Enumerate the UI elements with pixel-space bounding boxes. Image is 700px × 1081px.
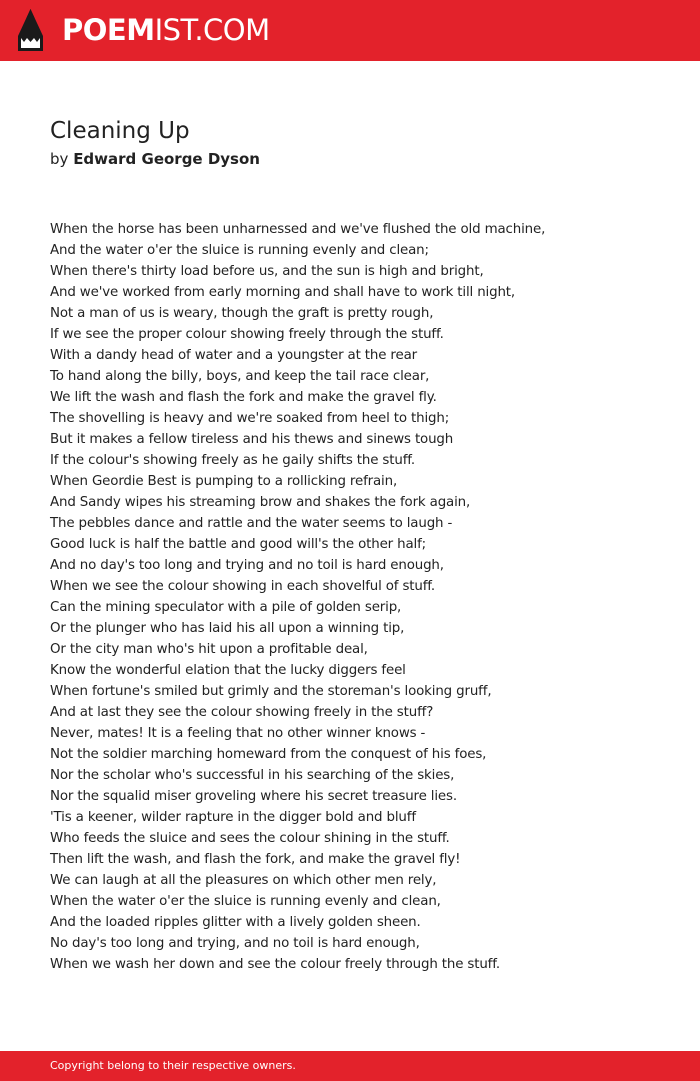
pencil-tip-icon[interactable]	[18, 9, 43, 51]
poem-line: And we've worked from early morning and shall have to work till night,	[50, 285, 515, 300]
poem-line: With a dandy head of water and a youngster at the rear	[50, 348, 417, 363]
poem-line: And no day's too long and trying and no toil is hard enough,	[50, 558, 444, 573]
poem-line: And at last they see the colour showing freely in the stuff?	[50, 705, 434, 720]
poem-line: We can laugh at all the pleasures on which other men rely,	[50, 873, 437, 888]
byline-prefix: by	[50, 150, 69, 168]
poem-line: If we see the proper colour showing freely through the stuff.	[50, 327, 444, 342]
poem-line: Know the wonderful elation that the lucky diggers feel	[50, 663, 406, 678]
site-footer	[0, 1051, 700, 1081]
byline	[50, 149, 260, 169]
poem-line: When we see the colour showing in each shovelful of stuff.	[50, 579, 436, 594]
poem-line: The pebbles dance and rattle and the water seems to laugh -	[50, 516, 453, 531]
poem-line: When Geordie Best is pumping to a rollicking refrain,	[50, 474, 398, 489]
poem-line: When there's thirty load before us, and the sun is high and bright,	[50, 264, 484, 279]
poem-line: And the water o'er the sluice is running evenly and clean;	[50, 243, 429, 258]
poem-line: When the water o'er the sluice is running evenly and clean,	[50, 894, 441, 909]
logo-strong-text: POEM	[62, 13, 155, 47]
poem-line: Can the mining speculator with a pile of golden serip,	[50, 600, 402, 615]
poem-line: To hand along the billy, boys, and keep the tail race clear,	[50, 369, 430, 384]
logo-light-text: IST.COM	[154, 13, 270, 47]
poem-title: Cleaning Up	[50, 118, 190, 144]
poem-body	[50, 219, 670, 975]
poem-line: We lift the wash and flash the fork and make the gravel fly.	[50, 390, 437, 405]
poem-line: When we wash her down and see the colour freely through the stuff.	[50, 957, 500, 972]
poem-line: If the colour's showing freely as he gaily shifts the stuff.	[50, 453, 415, 468]
poem-line: Not a man of us is weary, though the graft is pretty rough,	[50, 306, 434, 321]
poem-line: 'Tis a keener, wilder rapture in the digger bold and bluff	[50, 810, 416, 825]
poem-line: But it makes a fellow tireless and his thews and sinews tough	[50, 432, 454, 447]
copyright-text: Copyright belong to their respective owners.	[50, 1059, 296, 1072]
poem-line: Not the soldier marching homeward from the conquest of his foes,	[50, 747, 487, 762]
poem-line: When fortune's smiled but grimly and the storeman's looking gruff,	[50, 684, 492, 699]
poem-line: Who feeds the sluice and sees the colour shining in the stuff.	[50, 831, 450, 846]
site-logo[interactable]	[62, 12, 270, 48]
poem-line: Nor the scholar who's successful in his searching of the skies,	[50, 768, 455, 783]
poem-line: Or the city man who's hit upon a profitable deal,	[50, 642, 368, 657]
poem-line: And the loaded ripples glitter with a lively golden sheen.	[50, 915, 421, 930]
poem-line: The shovelling is heavy and we're soaked from heel to thigh;	[50, 411, 450, 426]
author-name: Edward George Dyson	[73, 150, 260, 168]
poem-line: Or the plunger who has laid his all upon a winning tip,	[50, 621, 405, 636]
poem-line: No day's too long and trying, and no toil is hard enough,	[50, 936, 420, 951]
poem-line: Nor the squalid miser groveling where his secret treasure lies.	[50, 789, 457, 804]
poem-line: And Sandy wipes his streaming brow and shakes the fork again,	[50, 495, 471, 510]
poem-line: When the horse has been unharnessed and we've flushed the old machine,	[50, 222, 546, 237]
poem-line: Good luck is half the battle and good will's the other half;	[50, 537, 427, 552]
poem-line: Then lift the wash, and flash the fork, and make the gravel fly!	[50, 852, 461, 867]
poem-line: Never, mates! It is a feeling that no other winner knows -	[50, 726, 426, 741]
site-header	[0, 0, 700, 61]
